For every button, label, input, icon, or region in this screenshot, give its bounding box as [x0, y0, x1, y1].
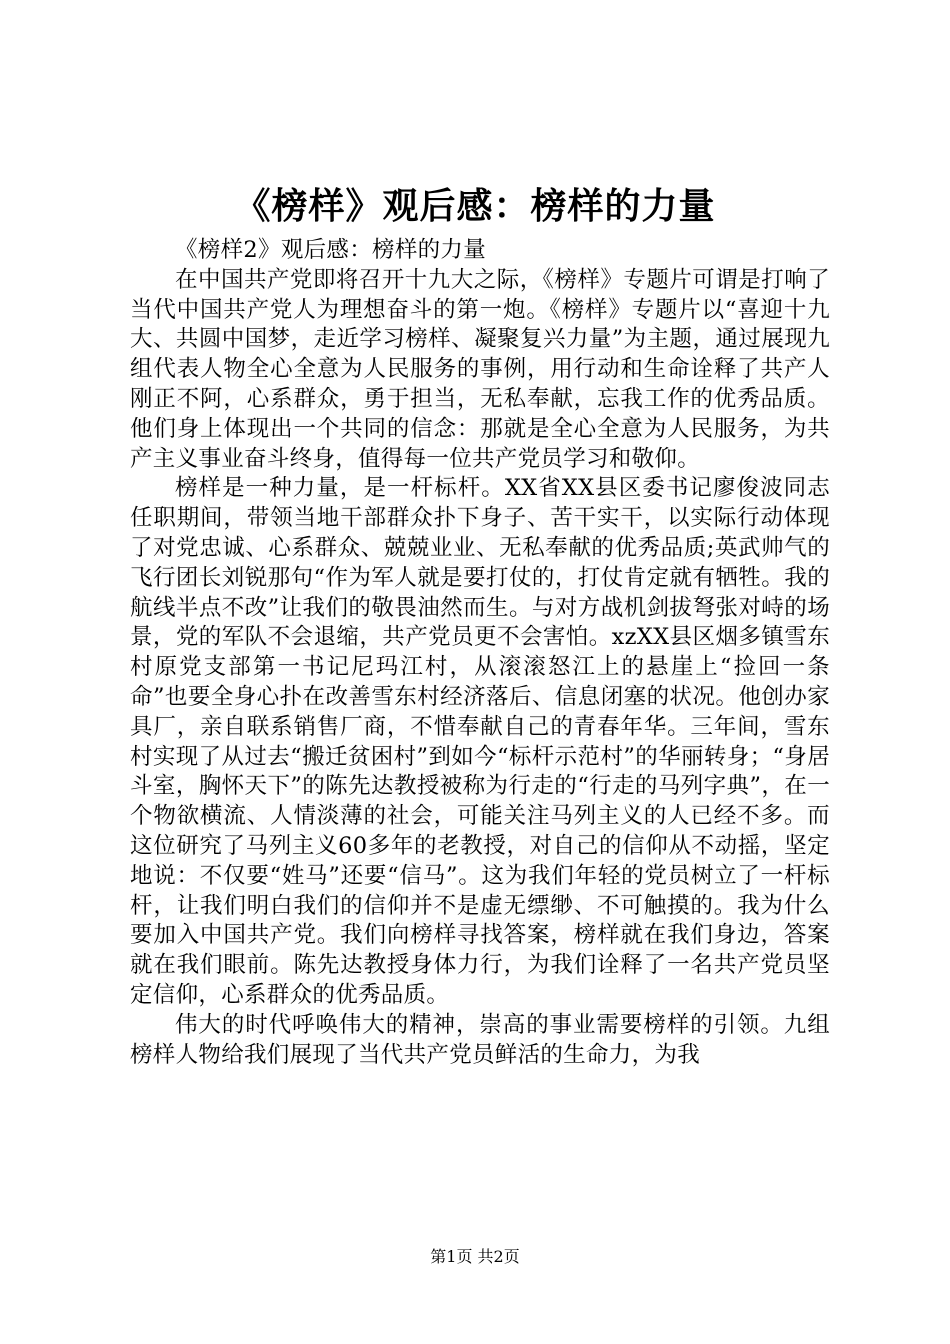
subtitle-paragraph: 《榜样2》观后感：榜样的力量 — [175, 237, 487, 263]
document-title: 《榜样》观后感：榜样的力量 — [234, 185, 716, 227]
page-number-footer: 第1页 共2页 — [430, 1247, 520, 1266]
body-paragraph-3: 伟大的时代呼唤伟大的精神，崇高的事业需要榜样的引领。九组榜样人物给我们展现了当代共产党员鲜活的生命力，为我 — [130, 1011, 830, 1068]
body-paragraph-2: 榜样是一种力量，是一杆标杆。XX省XX县区委书记廖俊波同志任职期间，带领当地干部群众扑下身子、苦干实干，以实际行动体现了对党忠诚、心系群众、兢兢业业、无私奉献的优秀品质;英武帅气的飞行团长刘锐那句“作为军人就是要打仗的，打仗肯定就有牺牲。我的航线半点不改”让我们的敬畏油然而生。与对方战机剑拔弩张对峙的场景，党的军队不会退缩，共产党员更不会害怕。xzXX县区烟多镇雪东村原党支部第一书记尼玛江村，从滚滚怒江上的悬崖上“捡回一条命”也要全身心扑在改善雪东村经济落后、信息闭塞的状况。他创办家具厂，亲自联系销售厂商，不惜奉献自己的青春年华。三年间，雪东村实现了从过去“搬迁贫困村”到如今“标杆示范村”的华丽转身；“身居斗室，胸怀天下”的陈先达教授被称为行走的“行走的马列字典”，在一个物欲横流、人情淡薄的社会，可能关注马列主义的人已经不多。而这位研究了马列主义60多年的老教授，对自己的信仰从不动摇，坚定地说：不仅要“姓马”还要“信马”。这为我们年轻的党员树立了一杆标杆，让我们明白我们的信仰并不是虚无缥缈、不可触摸的。我为什么要加入中国共产党。我们向榜样寻找答案，榜样就在我们身边，答案就在我们眼前。陈先达教授身体力行，为我们诠释了一名共产党员坚定信仰，心系群众的优秀品质。 — [130, 475, 830, 1008]
body-paragraph-1: 在中国共产党即将召开十九大之际，《榜样》专题片可谓是打响了当代中国共产党人为理想奋斗的第一炮。《榜样》专题片以“喜迎十九大、共圆中国梦，走近学习榜样、凝聚复兴力量”为主题，通过展现九组代表人物全心全意为人民服务的事例，用行动和生命诠释了共产人刚正不阿，心系群众，勇于担当，无私奉献，忘我工作的优秀品质。他们身上体现出一个共同的信念：那就是全心全意为人民服务，为共产主义事业奋斗终身，值得每一位共产党员学习和敬仰。 — [130, 266, 830, 472]
document-body — [130, 236, 830, 1070]
